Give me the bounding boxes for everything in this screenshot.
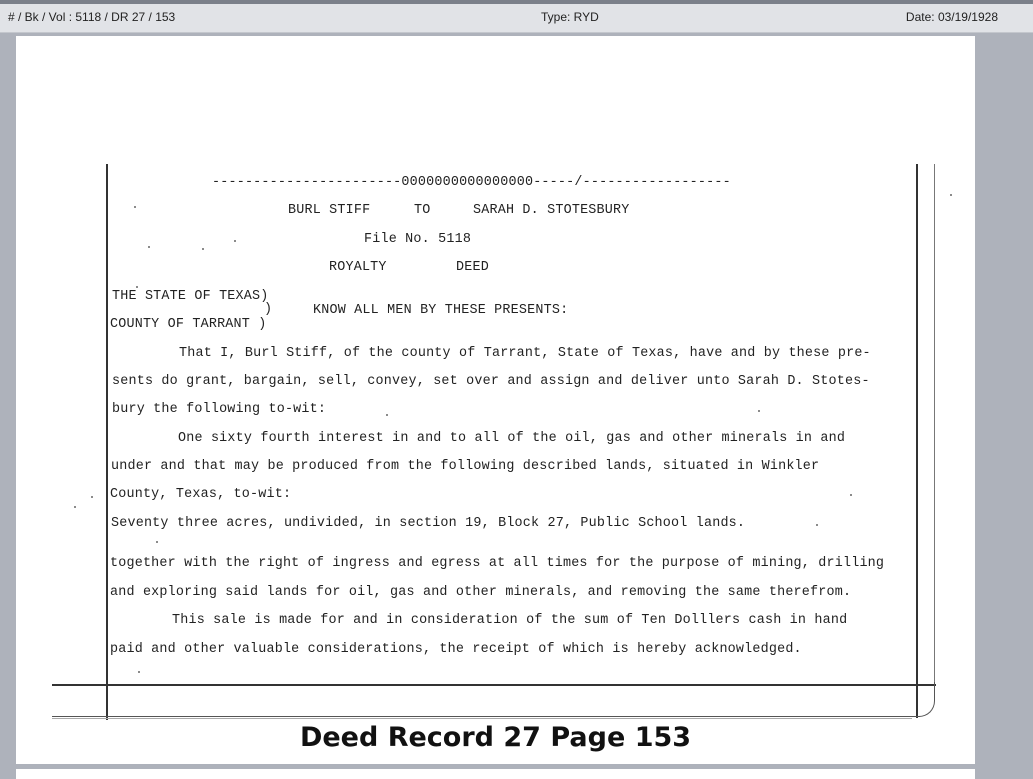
body-line-10: This sale is made for and in consideration of the sum of Ten Dolllers cash in hand: [172, 613, 848, 628]
scan-speck: [156, 541, 158, 543]
scan-speck: [91, 496, 93, 498]
right-margin-rule: [916, 164, 918, 718]
party-to: TO: [414, 203, 431, 218]
scan-speck: [816, 524, 818, 526]
document-viewer[interactable]: [0, 33, 1033, 775]
brace-line: ): [264, 302, 273, 317]
scanned-deed: [16, 36, 975, 764]
scan-speck: [850, 494, 852, 496]
scan-speck: [136, 286, 138, 288]
body-line-1: That I, Burl Stiff, of the county of Tarrant, State of Texas, have and by these pre-: [179, 346, 871, 361]
bottom-rule: [52, 684, 936, 686]
record-type: Type: RYD: [541, 10, 599, 24]
body-line-4: One sixty fourth interest in and to all of the oil, gas and other minerals in and: [178, 431, 846, 446]
record-header: [0, 4, 1033, 33]
body-line-7: Seventy three acres, undivided, in section 19, Block 27, Public School lands.: [111, 516, 746, 531]
scan-speck: [758, 410, 760, 412]
corner-curve: [912, 682, 935, 717]
page-caption: Deed Record 27 Page 153: [299, 722, 692, 753]
scan-speck: [134, 206, 136, 208]
record-meta: # / Bk / Vol : 5118 / DR 27 / 153: [8, 10, 176, 24]
scan-speck: [950, 194, 952, 196]
next-page-edge: [16, 769, 975, 779]
document-page: [16, 36, 975, 764]
scan-speck: [386, 414, 388, 416]
body-line-9: and exploring said lands for oil, gas and other minerals, and removing the same therefrom.: [110, 585, 852, 600]
scan-speck: [202, 248, 204, 250]
body-line-5: under and that may be produced from the following described lands, situated in Winkler: [111, 459, 820, 474]
deed-kind-royalty: ROYALTY: [329, 260, 387, 275]
state-line: THE STATE OF TEXAS): [112, 289, 269, 304]
party-grantor: BURL STIFF: [288, 203, 371, 218]
left-margin-rule: [106, 164, 108, 720]
body-line-6: County, Texas, to-wit:: [110, 487, 292, 502]
know-all-line: KNOW ALL MEN BY THESE PRESENTS:: [313, 303, 569, 318]
scan-speck: [138, 671, 140, 673]
right-margin-rule-outer: [934, 164, 935, 684]
bottom-rule-faint: [52, 718, 912, 719]
bottom-rule-lower: [52, 716, 920, 717]
ornament-line: -----------------------0000000000000000-----/------------------: [212, 175, 731, 190]
body-line-2: sents do grant, bargain, sell, convey, set over and assign and deliver unto Sarah D. Stotes-: [112, 374, 870, 389]
body-line-8: together with the right of ingress and egress at all times for the purpose of mining, drilling: [110, 556, 885, 571]
scan-speck: [148, 246, 150, 248]
file-number: File No. 5118: [364, 232, 472, 247]
scan-speck: [234, 240, 236, 242]
body-line-3: bury the following to-wit:: [112, 402, 327, 417]
party-grantee: SARAH D. STOTESBURY: [473, 203, 630, 218]
scan-speck: [74, 506, 76, 508]
county-line: COUNTY OF TARRANT ): [110, 317, 267, 332]
record-date: Date: 03/19/1928: [905, 10, 998, 24]
body-line-11: paid and other valuable considerations, the receipt of which is hereby acknowledged.: [110, 642, 802, 657]
deed-kind-deed: DEED: [456, 260, 489, 275]
